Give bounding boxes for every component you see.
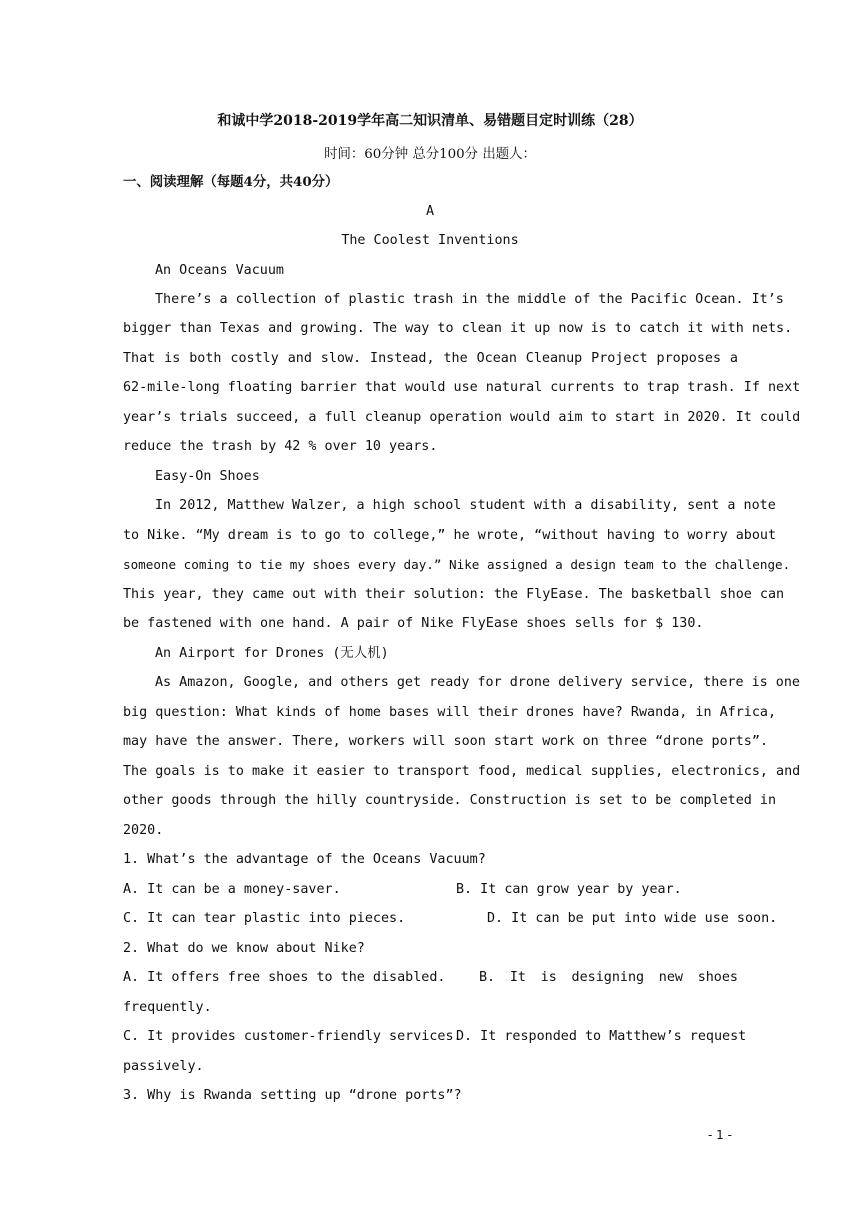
section-heading-airport-drones: An Airport for Drones (无人机)	[155, 646, 389, 661]
paragraph-line: may have the answer. There, workers will soon start work on three “drone ports”.	[123, 734, 768, 749]
paragraph-line: As Amazon, Google, and others get ready for drone delivery service, there is one	[155, 675, 800, 690]
question-2-option-c: C. It provides customer-friendly services.	[123, 1029, 462, 1044]
paragraph-line: other goods through the hilly countryside. Construction is set to be completed in	[123, 793, 777, 808]
question-2-option-b: B. It is designing new shoes	[479, 970, 738, 985]
question-1-option-b: B. It can grow year by year.	[456, 882, 682, 897]
question-2-stem: 2. What do we know about Nike?	[123, 941, 365, 956]
page-title: 和诚中学2018-2019学年高二知识清单、易错题目定时训练（28）	[217, 113, 643, 129]
paragraph-line: 2020.	[123, 823, 164, 838]
question-2-option-d-continued: passively.	[123, 1059, 204, 1074]
paragraph-line: The goals is to make it easier to transport food, medical supplies, electronics, and	[123, 764, 801, 779]
section-heading-easy-on-shoes: Easy-On Shoes	[155, 469, 260, 484]
question-2-option-b-continued: frequently.	[123, 1000, 212, 1015]
section-heading-oceans-vacuum: An Oceans Vacuum	[155, 263, 284, 278]
paragraph-line: This year, they came out with their solution: the FlyEase. The basketball shoe can	[123, 587, 785, 602]
passage-title: The Coolest Inventions	[341, 233, 519, 248]
question-1-option-c: C. It can tear plastic into pieces.	[123, 911, 406, 926]
paragraph-line: That is both costly and slow. Instead, the Ocean Cleanup Project proposes a	[123, 351, 738, 366]
paragraph-line: to Nike. “My dream is to go to college,” he wrote, “without having to worry about	[123, 528, 777, 543]
paragraph-line: year’s trials succeed, a full cleanup operation would aim to start in 2020. It could	[123, 410, 801, 425]
paragraph-line: big question: What kinds of home bases will their drones have? Rwanda, in Africa,	[123, 705, 777, 720]
section-heading: 一、阅读理解（每题4分，共40分）	[123, 174, 339, 190]
paragraph-line: be fastened with one hand. A pair of Nike FlyEase shoes sells for $ 130.	[123, 616, 704, 631]
question-2-option-d: D. It responded to Matthew’s request	[456, 1029, 747, 1044]
paragraph-line: bigger than Texas and growing. The way to clean it up now is to catch it with nets.	[123, 321, 793, 336]
exam-meta: 时间：60分钟 总分100分 出题人：	[324, 147, 536, 162]
question-3-stem: 3. Why is Rwanda setting up “drone ports”?	[123, 1088, 462, 1103]
paragraph-line: someone coming to tie my shoes every day.” Nike assigned a design team to the challenge.	[123, 557, 791, 572]
paragraph-line: 62-mile-long floating barrier that would use natural currents to trap trash. If next	[123, 380, 801, 395]
question-1-option-a: A. It can be a money-saver.	[123, 882, 341, 897]
question-1-option-d: D. It can be put into wide use soon.	[487, 911, 778, 926]
passage-letter: A	[425, 204, 435, 219]
paragraph-line: reduce the trash by 42 % over 10 years.	[123, 439, 438, 454]
question-2-option-a: A. It offers free shoes to the disabled.	[123, 970, 446, 985]
paragraph-line: In 2012, Matthew Walzer, a high school student with a disability, sent a note	[155, 498, 776, 513]
question-1-stem: 1. What’s the advantage of the Oceans Vacuum?	[123, 852, 486, 867]
paragraph-line: There’s a collection of plastic trash in the middle of the Pacific Ocean. It’s	[155, 292, 784, 307]
page-number: - 1 -	[708, 1128, 732, 1142]
